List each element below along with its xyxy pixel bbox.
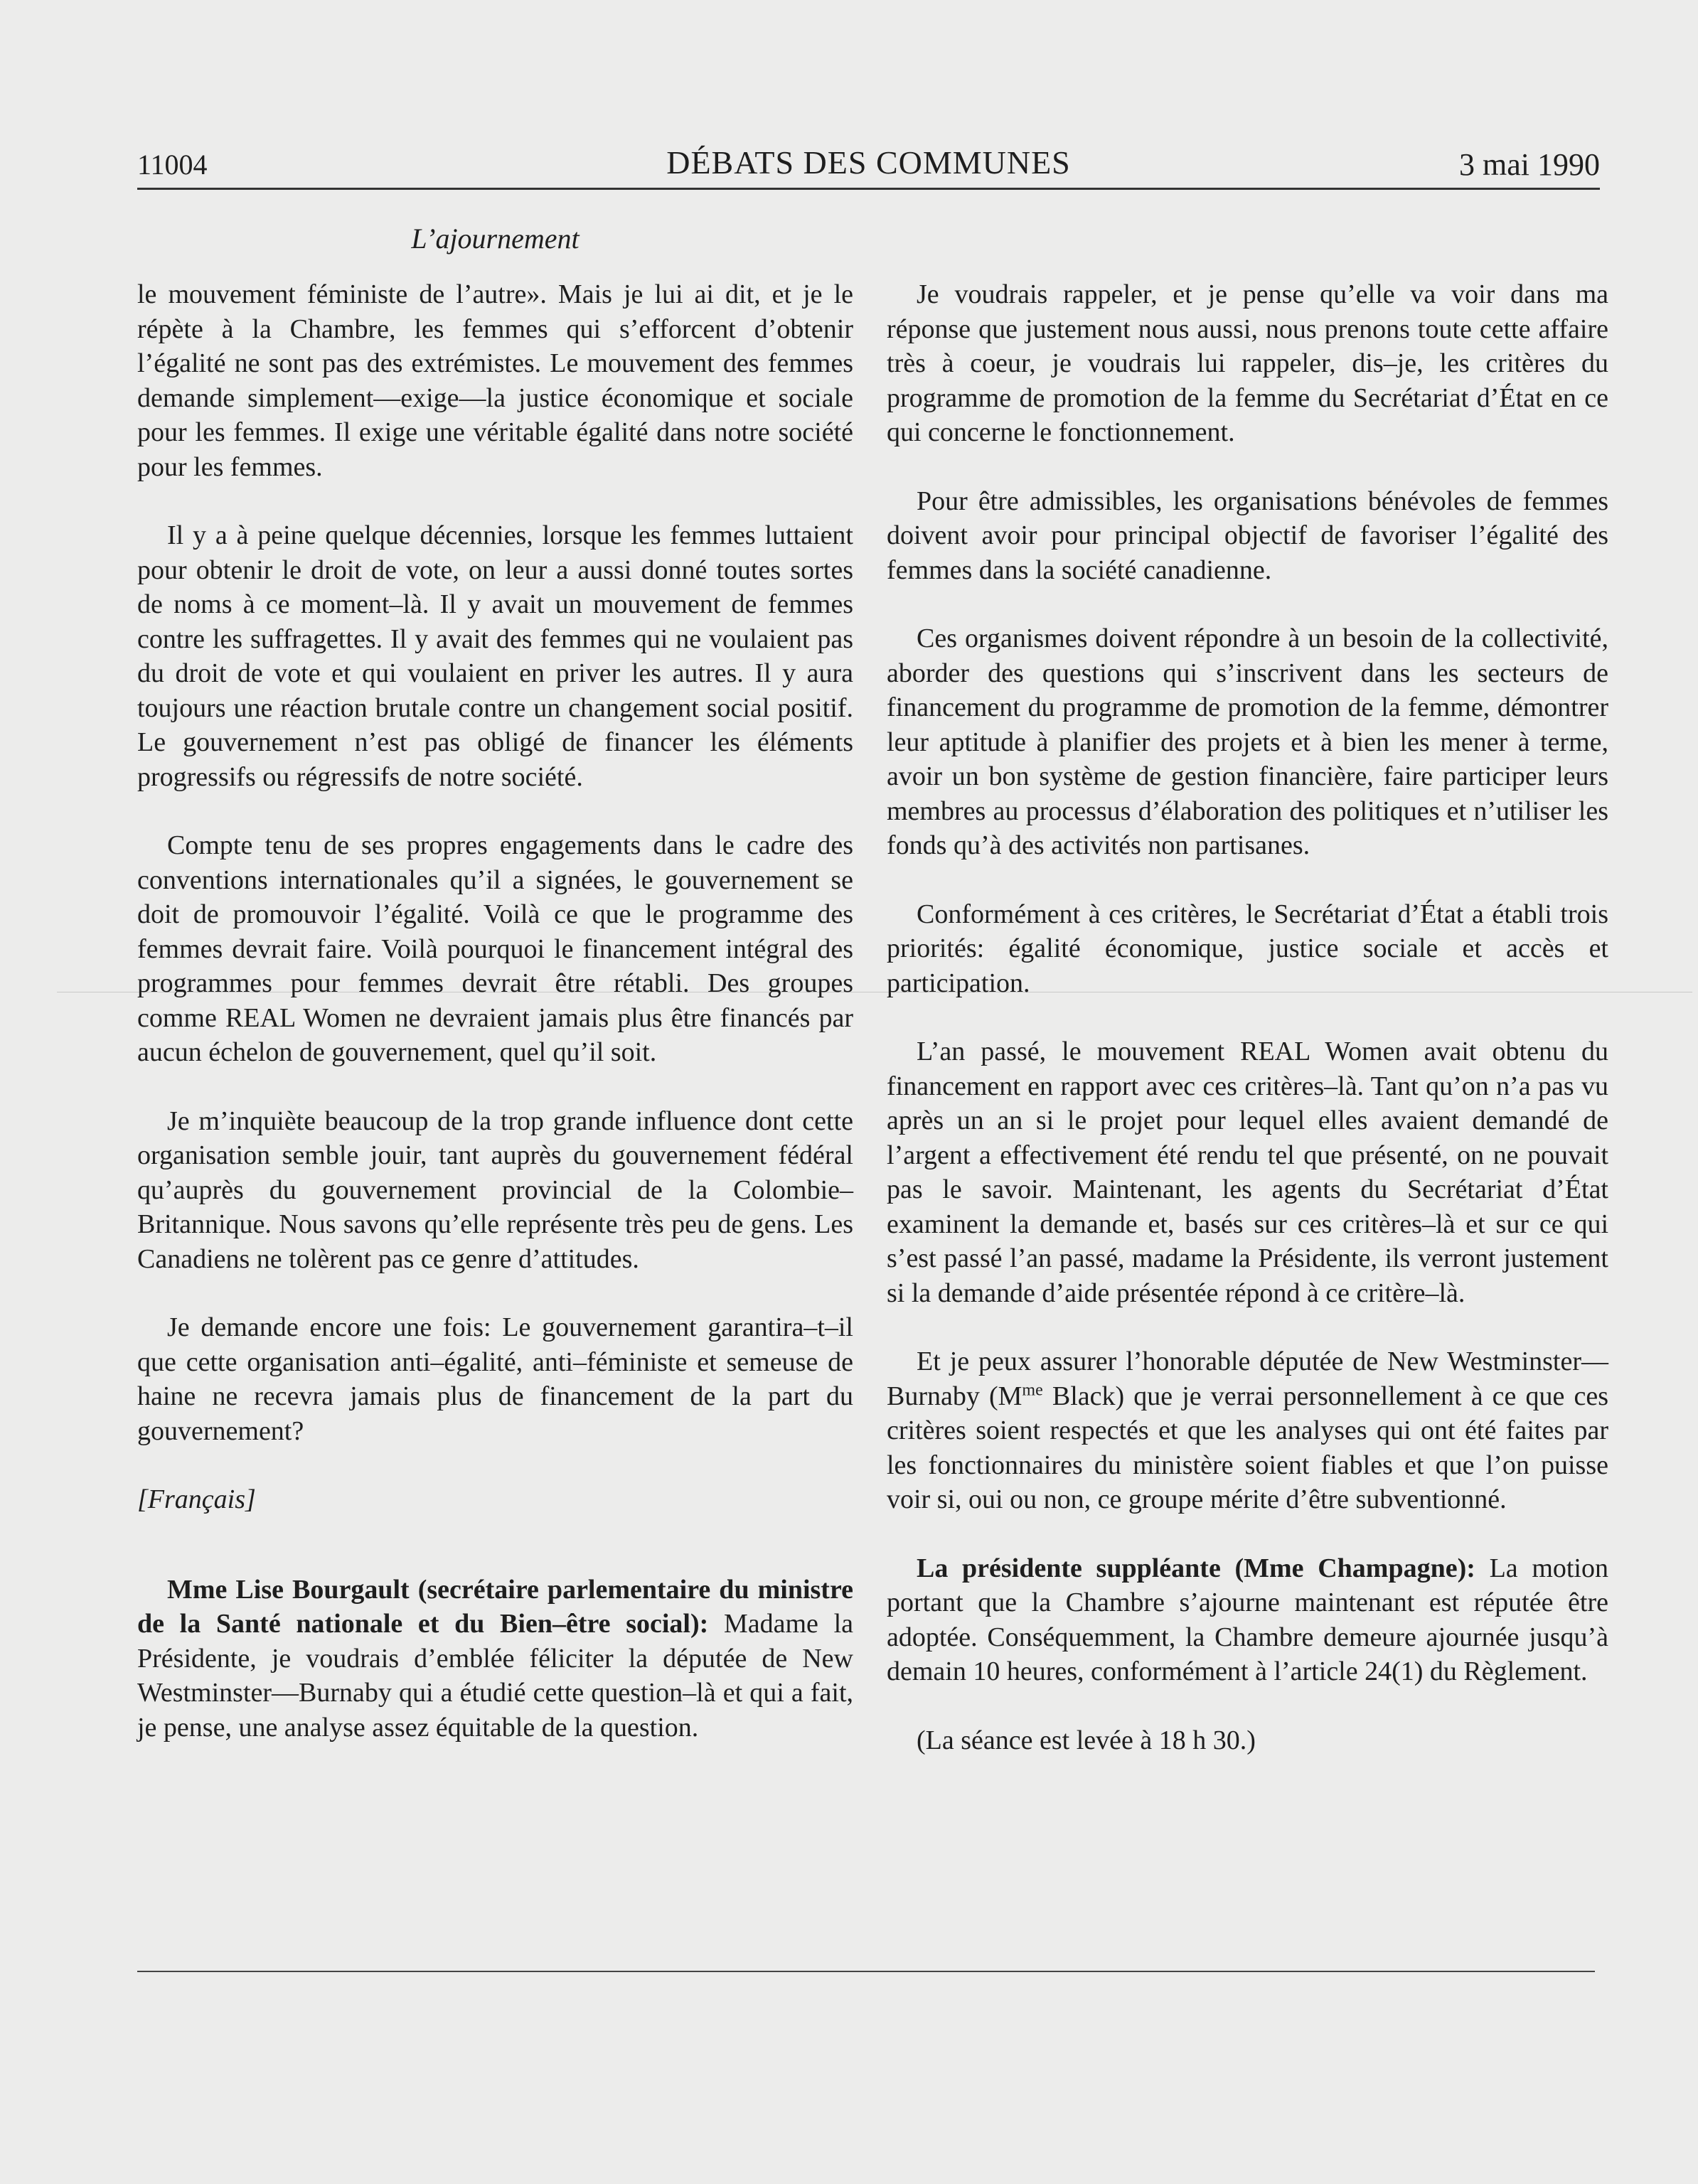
speech-paragraph <box>887 1551 1608 1689</box>
paragraph: Conformément à ces critères, le Secrétariat d’État a établi trois priorités: égalité économique, justice sociale et accès et participation. <box>887 899 1608 998</box>
right-column <box>887 277 1608 1792</box>
paragraph: le mouvement féministe de l’autre». Mais je lui ai dit, et je le répète à la Chambre, les femmes qui s’efforcent d’obtenir l’égalité ne sont pas des extrémistes. Le mouvement des femmes demande simplement—exige—la justice économique et sociale pour les femmes. Il exige une véritable égalité dans notre société pour les femmes. <box>137 279 853 482</box>
issue-date: 3 mai 1990 <box>1459 147 1600 182</box>
footer-rule <box>137 1971 1595 1972</box>
journal-title: DÉBATS DES COMMUNES <box>666 144 1071 181</box>
paragraph: Il y a à peine quelque décennies, lorsque les femmes luttaient pour obtenir le droit de vote, on leur a aussi donné toutes sortes de noms à ce moment–là. Il y avait un mouvement de femmes contre les suffragettes. Il y avait des femmes qui ne voulaient pas du droit de vote et qui voulaient en priver les autres. Il y aura toujours une réaction brutale contre un changement social positif. Le gouvernement n’est pas obligé de financer les éléments progressifs ou régressifs de notre société. <box>137 520 853 792</box>
header-rule <box>137 188 1600 190</box>
page-number: 11004 <box>137 149 208 181</box>
paragraph: Je voudrais rappeler, et je pense qu’elle va voir dans ma réponse que justement nous aussi, nous prenons toute cette affaire très à coeur, je voudrais lui rappeler, dis–je, les critères du programme de promotion de la femme du Secrétariat d’État en ce qui concerne le fonctionnement. <box>887 279 1608 447</box>
paragraph-text-part: Black) que je verrai personnellement à ce que ces critères soient respectés et que les analyses qui ont été faites par les fonctionnaires du ministère soient fiables et que l’on puisse voir si, oui ou non, ce groupe mérite d’être subventionné. <box>887 1381 1608 1514</box>
speaker-name: La présidente suppléante (Mme Champagne): <box>917 1553 1475 1583</box>
language-tag: [Français] <box>137 1484 256 1514</box>
speaker-name: Mme Lise Bourgault (secrétaire parlementaire du ministre de la Santé nationale et du Bien–être social): <box>137 1574 853 1639</box>
closing-note: (La séance est levée à 18 h 30.) <box>917 1725 1256 1755</box>
paragraph: Ces organismes doivent répondre à un besoin de la collectivité, aborder des questions qui s’inscrivent dans les secteurs de financement du programme de promotion de la femme, démontrer leur aptitude à planifier des projets et à bien les mener à terme, avoir un bon système de gestion financière, faire participer leurs membres au processus d’élaboration des politiques et n’utiliser les fonds qu’à des activités non partisanes. <box>887 623 1608 860</box>
paragraph: Pour être admissibles, les organisations bénévoles de femmes doivent avoir pour principal objectif de favoriser l’égalité des femmes dans la société canadienne. <box>887 486 1608 585</box>
section-title: L’ajournement <box>411 223 580 255</box>
speech-text: La motion portant que la Chambre s’ajourne maintenant est réputée être adoptée. Conséquemment, la Chambre demeure ajournée jusqu’à demain 10 heures, conformément à l’article 24(1) du Règlement. <box>887 1553 1608 1686</box>
paragraph: L’an passé, le mouvement REAL Women avait obtenu du financement en rapport avec ces critères–là. Tant qu’on n’a pas vu après un an si le projet pour lequel elles avaient demandé de l’argent a effectivement été rendu tel que présenté, on ne pouvait pas le savoir. Maintenant, les agents du Secrétariat d’État examinent la demande et, basés sur ces critères–là et sur ce qui s’est passé l’an passé, madame la Présidente, ils verront justement si la demande d’aide présentée répond à ce critère–là. <box>887 1037 1608 1308</box>
paragraph: Je demande encore une fois: Le gouvernement garantira–t–il que cette organisation anti–égalité, anti–féministe et semeuse de haine ne recevra jamais plus de financement de la part du gouvernement? <box>137 1312 853 1446</box>
paragraph-text-part: Et je peux assurer l’honorable députée de New Westminster—Burnaby (M <box>887 1347 1608 1411</box>
paragraph <box>887 1344 1608 1517</box>
superscript: me <box>1022 1380 1043 1399</box>
paragraph: Compte tenu de ses propres engagements dans le cadre des conventions internationales qu’il a signées, le gouvernement se doit de promouvoir l’égalité. Voilà ce que le programme des femmes devrait faire. Voilà pourquoi le financement intégral des programmes pour femmes devrait être rétabli. Des groupes comme REAL Women ne devraient jamais plus être financés par aucun échelon de gouvernement, quel qu’il soit. <box>137 830 853 1067</box>
paragraph: Je m’inquiète beaucoup de la trop grande influence dont cette organisation semble jouir, tant auprès du gouvernement fédéral qu’auprès du gouvernement provincial de la Colombie–Britannique. Nous savons qu’elle représente très peu de gens. Les Canadiens ne tolèrent pas ce genre d’attitudes. <box>137 1106 853 1274</box>
speech-text: Madame la Présidente, je voudrais d’emblée féliciter la députée de New Westminster—Burnaby qui a étudié cette question–là et qui a fait, je pense, une analyse assez équitable de la question. <box>137 1609 853 1743</box>
left-column <box>137 277 853 1779</box>
running-head <box>137 144 1600 189</box>
speech-paragraph <box>137 1573 853 1745</box>
